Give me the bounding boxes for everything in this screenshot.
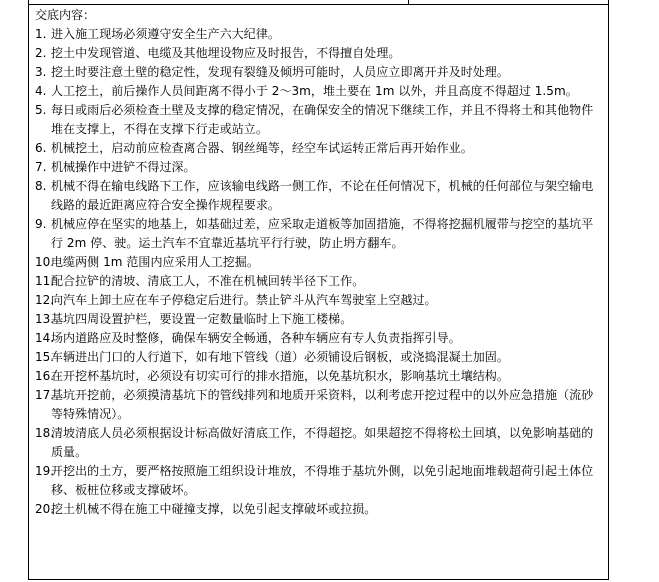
item-number: 8. [35,179,47,193]
item-number: 4. [35,84,47,98]
item-number: 1. [35,27,47,41]
item-text: 在开挖杯基坑时，必须设有切实可行的排水措施，以免基坑积水，影响基坑土壤结构。 [51,369,509,383]
list-item [35,272,603,291]
item-number: 16. [35,369,55,383]
item-number: 17. [35,388,55,402]
list-item [35,177,603,215]
item-text: 机械操作中进铲不得过深。 [51,160,196,174]
item-number: 10. [35,255,55,269]
item-text: 进入施工现场必须遵守安全生产六大纪律。 [51,27,280,41]
list-item [35,500,603,519]
item-text: 开挖出的土方，要严格按照施工组织设计堆放，不得堆于基坑外侧，以免引起地面堆载超荷引起土体位移、板桩位移或支撑破坏。 [51,464,594,497]
disclosure-content [35,6,603,519]
list-item [35,310,603,329]
item-number: 3. [35,65,47,79]
list-item [35,367,603,386]
top-border [29,4,608,5]
list-item [35,386,603,424]
item-number: 6. [35,141,47,155]
list-item [35,139,603,158]
item-number: 15. [35,350,55,364]
item-text: 机械挖土，启动前应检查离合器、钢丝绳等，经空车试运转正常后再开始作业。 [51,141,473,155]
item-text: 基坑四周设置护栏，要设置一定数量临时上下施工楼梯。 [51,312,353,326]
list-item [35,291,603,310]
list-item [35,101,603,139]
item-number: 18. [35,426,55,440]
bottom-border [29,579,608,580]
list-item [35,44,603,63]
item-text: 车辆进出门口的人行道下，如有地下管线（道）必须铺设后钢板，或浇捣混凝土加固。 [51,350,509,364]
item-number: 13. [35,312,55,326]
item-text: 清坡清底人员必须根据设计标高做好清底工作，不得超挖。如果超挖不得将松土回填，以免影响基础的质量。 [51,426,594,459]
item-text: 每日或雨后必须检查土壁及支撑的稳定情况，在确保安全的情况下继续工作，并且不得将土和其他物件堆在支撑上，不得在支撑下行走或站立。 [51,103,594,136]
item-text: 机械不得在输电线路下工作，应该输电线路一侧工作，不论在任何情况下，机械的任何部位与架空输电线路的最近距离应符合安全操作规程要求。 [51,179,594,212]
item-text: 基坑开挖前，必须摸清基坑下的管线排列和地质开采资料，以利考虑开挖过程中的以外应急措施（流砂等特殊情况）。 [51,388,594,421]
item-text: 场内道路应及时整修，确保车辆安全畅通，各种车辆应有专人负责指挥引导。 [51,331,461,345]
item-number: 12. [35,293,55,307]
item-text: 挖土机械不得在施工中碰撞支撑，以免引起支撑破坏或拉损。 [51,502,377,516]
item-text: 机械应停在坚实的地基上，如基础过差，应采取走道板等加固措施，不得将挖掘机履带与挖空的基坑平行 2m 停、驶。运土汽车不宜靠近基坑平行行驶，防止坍方翻车。 [51,217,594,250]
list-item [35,253,603,272]
item-number: 20. [35,502,55,516]
item-number: 5. [35,103,47,117]
item-text: 配合拉铲的清坡、清底工人，不准在机械回转半径下工作。 [51,274,365,288]
list-item [35,63,603,82]
list-item [35,329,603,348]
item-number: 7. [35,160,47,174]
rule-list [35,25,603,519]
item-text: 人工挖土，前后操作人员间距离不得小于 2～3m，堆土要在 1m 以外，并且高度不得超过 1.5m。 [51,84,578,98]
item-text: 电缆两侧 1m 范围内应采用人工挖掘。 [51,255,259,269]
list-item [35,462,603,500]
list-item [35,424,603,462]
list-item [35,215,603,253]
item-number: 19. [35,464,55,478]
disclosure-table [28,0,609,580]
item-number: 14. [35,331,55,345]
list-item [35,82,603,101]
content-heading: 交底内容： [35,8,96,22]
item-text: 挖土时要注意土壁的稳定性，发现有裂缝及倾坍可能时，人员应立即离开并及时处理。 [51,65,509,79]
item-text: 向汽车上卸土应在车子停稳定后进行。禁止铲斗从汽车驾驶室上空越过。 [51,293,437,307]
item-number: 11. [35,274,55,288]
list-item [35,158,603,177]
column-divider [408,0,409,4]
item-number: 2. [35,46,47,60]
item-text: 挖土中发现管道、电缆及其他埋设物应及时报告，不得擅自处理。 [51,46,401,60]
item-number: 9. [35,217,47,231]
list-item [35,348,603,367]
list-item [35,25,603,44]
